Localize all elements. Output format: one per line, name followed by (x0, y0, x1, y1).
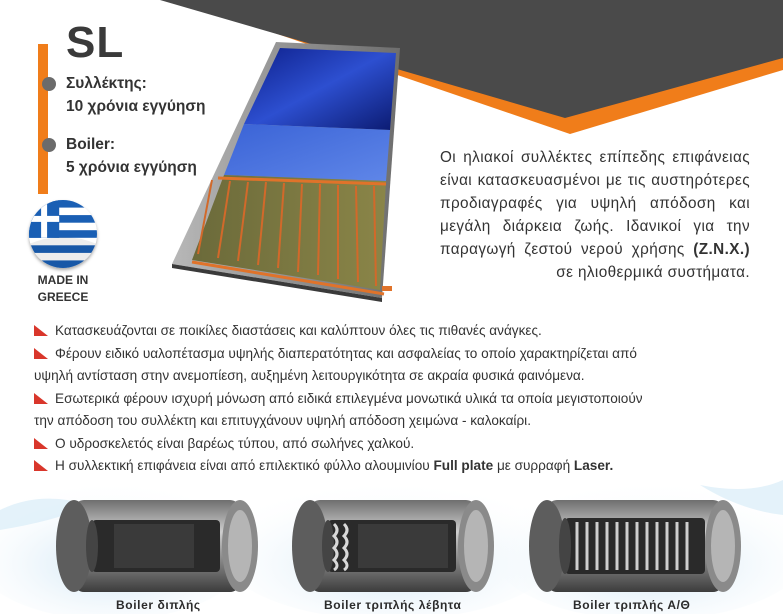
list-item: Φέρουν ειδικό υαλοπέτασμα υψηλής διαπερατότητας και ασφαλείας το οποίο χαρακτηρίζεται από (34, 343, 764, 366)
boiler-double-image (52, 490, 262, 600)
boiler-triple-coil-label: Boiler τριπλής λέβητα (324, 598, 462, 612)
list-item: Η συλλεκτική επιφάνεια είναι από επιλεκτικό φύλλο αλουμινίου Full plate με συρραφή Laser. (34, 455, 764, 478)
collector-label: Συλλέκτης: (66, 75, 147, 92)
bullet-dot-icon (42, 138, 56, 152)
collector-warranty-text: 10 χρόνια εγγύηση (66, 98, 206, 115)
bullet-dot-icon (42, 77, 56, 91)
boiler-label: Boiler: (66, 136, 116, 153)
boiler-double-label: Boiler διπλής (116, 598, 201, 612)
intro-paragraph (440, 146, 750, 284)
solar-collector-image (172, 40, 402, 302)
intro-text-2: σε ηλιοθερμικά συστήματα. (556, 264, 750, 281)
made-in-line-1: MADE IN (37, 273, 89, 287)
list-item: Εσωτερικά φέρουν ισχυρή μόνωση από ειδικά επιλεγμένα μονωτικά υλικά τα οποία μεγιστοποιούν (34, 388, 764, 411)
model-title: SL (66, 18, 125, 67)
made-in-line-2: GREECE (37, 290, 89, 304)
list-item-continued: την απόδοση του συλλέκτη και επιτυγχάνουν υψηλή απόδοση χειμώνα - καλοκαίρι. (34, 413, 531, 428)
boiler-triple-coil-image (288, 490, 498, 600)
red-triangle-icon (34, 348, 48, 359)
boiler-warranty-text: 5 χρόνια εγγύηση (66, 159, 197, 176)
greek-flag-icon (29, 200, 97, 268)
list-item: Κατασκευάζονται σε ποικίλες διαστάσεις και καλύπτουν όλες τις πιθανές ανάγκες. (34, 320, 764, 343)
red-triangle-icon (34, 325, 48, 336)
boiler-triple-heatpump-image (525, 490, 745, 600)
red-triangle-icon (34, 393, 48, 404)
made-in-greece (20, 272, 106, 306)
intro-bold: (Z.N.X.) (693, 241, 750, 258)
feature-list (34, 320, 764, 478)
list-item-continued: υψηλή αντίσταση στην ανεμοπίεση, αυξημένη λειτουργικότητα σε ακραία φυσικά φαινόμενα. (34, 368, 585, 383)
boiler-triple-heatpump-label: Boiler τριπλής Α/Θ (573, 598, 691, 612)
list-item: Ο υδροσκελετός είναι βαρέως τύπου, από σωλήνες χαλκού. (34, 433, 764, 456)
intro-text-1: Οι ηλιακοί συλλέκτες επίπεδης επιφάνειας είναι κατασκευασμένοι με τις αυστηρότερες προδιαγραφές για υψηλή απόδοση και μεγάλη διάρκεια ζωής. Ιδανικοί για την παραγωγή ζεστού νερού χρήσης (440, 149, 750, 258)
red-triangle-icon (34, 438, 48, 449)
accent-bar (38, 44, 48, 194)
